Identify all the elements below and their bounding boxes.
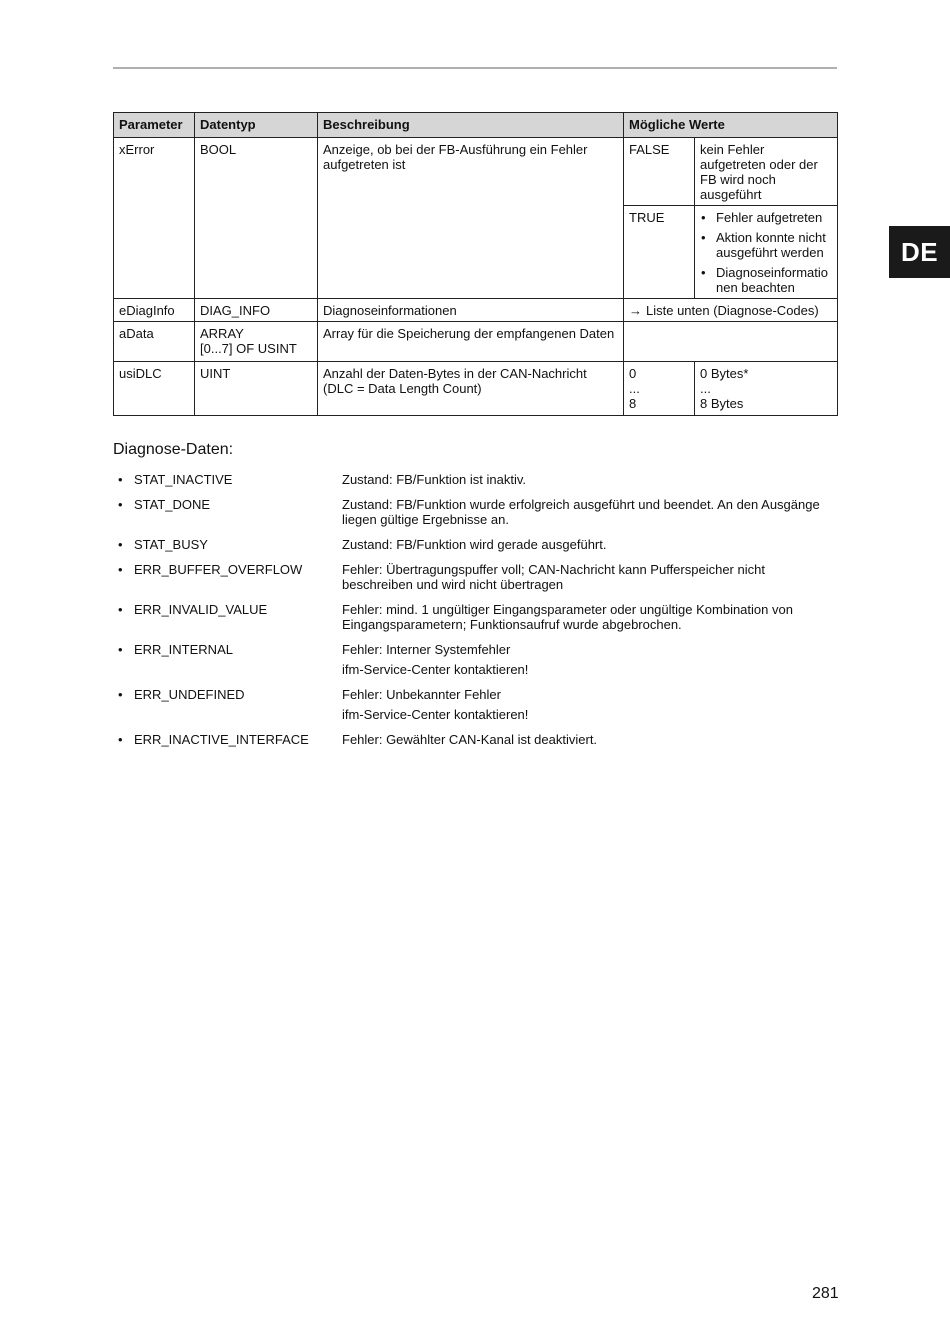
meaning-from: 0 Bytes* <box>700 366 749 381</box>
arrow-right-icon: → <box>629 303 642 318</box>
list-item <box>113 642 837 677</box>
diag-code: • ERR_INTERNAL <box>113 642 342 677</box>
true-meaning-list <box>700 210 832 295</box>
cell-values-empty <box>624 322 838 362</box>
cell-values-text: Liste unten (Diagnose-Codes) <box>646 303 819 318</box>
cell-param: eDiagInfo <box>114 299 195 322</box>
cell-desc: Array für die Speicherung der empfangenen Daten <box>318 322 624 362</box>
type-line-1: ARRAY <box>200 326 244 341</box>
range-to: 8 <box>629 396 637 411</box>
list-item <box>113 562 837 592</box>
cell-values <box>624 299 838 322</box>
diag-desc-text: Fehler: Unbekannter Fehler <box>342 687 501 702</box>
diag-code: • STAT_DONE <box>113 497 342 527</box>
diag-desc-text: Fehler: mind. 1 ungültiger Eingangsparameter oder ungültige Kombination von Eingangsparametern; Funktionsaufruf wurde abgebrochen. <box>342 602 793 632</box>
list-item <box>113 602 837 632</box>
diag-desc <box>342 602 837 632</box>
header-beschreibung: Beschreibung <box>318 113 624 138</box>
diagnose-list <box>113 472 837 757</box>
cell-desc: Anzahl der Daten-Bytes in der CAN-Nachricht (DLC = Data Length Count) <box>318 362 624 416</box>
list-item: • Fehler aufgetreten <box>700 210 832 225</box>
diag-desc <box>342 642 837 677</box>
table-header-row <box>114 113 838 138</box>
diag-desc <box>342 537 837 552</box>
section-title: Diagnose-Daten: <box>113 441 234 458</box>
cell-type: DIAG_INFO <box>195 299 318 322</box>
table-row <box>114 138 838 206</box>
diag-desc-text: Fehler: Übertragungspuffer voll; CAN-Nachricht kann Pufferspeicher nicht beschreiben und wird nicht übertragen <box>342 562 765 592</box>
diag-desc <box>342 497 837 527</box>
cell-param: aData <box>114 322 195 362</box>
list-item: • Diagnoseinformatio nen beachten <box>700 265 832 295</box>
parameter-table <box>113 112 838 416</box>
header-parameter: Parameter <box>114 113 195 138</box>
header-datentyp: Datentyp <box>195 113 318 138</box>
cell-type <box>195 322 318 362</box>
type-line-2: [0...7] OF USINT <box>200 341 297 356</box>
diag-desc-text: Zustand: FB/Funktion wurde erfolgreich ausgeführt und beendet. An den Ausgänge liegen gültige Ergebnisse an. <box>342 497 820 527</box>
meaning-to: 8 Bytes <box>700 396 744 411</box>
diag-desc-text: Fehler: Gewählter CAN-Kanal ist deaktiviert. <box>342 732 598 747</box>
cell-param: usiDLC <box>114 362 195 416</box>
diag-desc <box>342 687 837 722</box>
diag-desc-text: Fehler: Interner Systemfehler <box>342 642 511 657</box>
cell-value-range <box>624 362 695 416</box>
diag-desc-note: ifm-Service-Center kontaktieren! <box>342 707 529 722</box>
list-item <box>113 537 837 552</box>
cell-meaning-true <box>695 206 838 299</box>
list-item: • Aktion konnte nicht ausgeführt werden <box>700 230 832 260</box>
diag-code: • ERR_INVALID_VALUE <box>113 602 342 632</box>
table-row <box>114 322 838 362</box>
diag-desc <box>342 562 837 592</box>
cell-meaning-range <box>695 362 838 416</box>
header-rule <box>113 67 837 69</box>
header-moegliche-werte: Mögliche Werte <box>624 113 838 138</box>
range-dots: ... <box>629 381 640 396</box>
diag-code: • STAT_BUSY <box>113 537 342 552</box>
diag-code: • ERR_UNDEFINED <box>113 687 342 722</box>
cell-type: UINT <box>195 362 318 416</box>
cell-value-false: FALSE <box>624 138 695 206</box>
diag-desc-note: ifm-Service-Center kontaktieren! <box>342 662 529 677</box>
table-row <box>114 362 838 416</box>
diag-desc <box>342 732 837 747</box>
cell-value-true: TRUE <box>624 206 695 299</box>
diag-desc <box>342 472 837 487</box>
page-number: 281 <box>812 1285 839 1302</box>
language-tab: DE <box>889 226 950 278</box>
list-item <box>113 472 837 487</box>
list-item <box>113 732 837 747</box>
list-item <box>113 687 837 722</box>
table-row <box>114 299 838 322</box>
cell-meaning-false: kein Fehler aufgetreten oder der FB wird noch ausgeführt <box>695 138 838 206</box>
cell-desc: Anzeige, ob bei der FB-Ausführung ein Fehler aufgetreten ist <box>318 138 624 299</box>
diag-code: • ERR_BUFFER_OVERFLOW <box>113 562 342 592</box>
cell-type: BOOL <box>195 138 318 299</box>
range-from: 0 <box>629 366 637 381</box>
meaning-dots: ... <box>700 381 711 396</box>
diag-desc-text: Zustand: FB/Funktion ist inaktiv. <box>342 472 526 487</box>
diag-desc-text: Zustand: FB/Funktion wird gerade ausgeführt. <box>342 537 607 552</box>
diag-code: • STAT_INACTIVE <box>113 472 342 487</box>
list-item <box>113 497 837 527</box>
diag-code: • ERR_INACTIVE_INTERFACE <box>113 732 342 747</box>
cell-desc: Diagnoseinformationen <box>318 299 624 322</box>
cell-param: xError <box>114 138 195 299</box>
